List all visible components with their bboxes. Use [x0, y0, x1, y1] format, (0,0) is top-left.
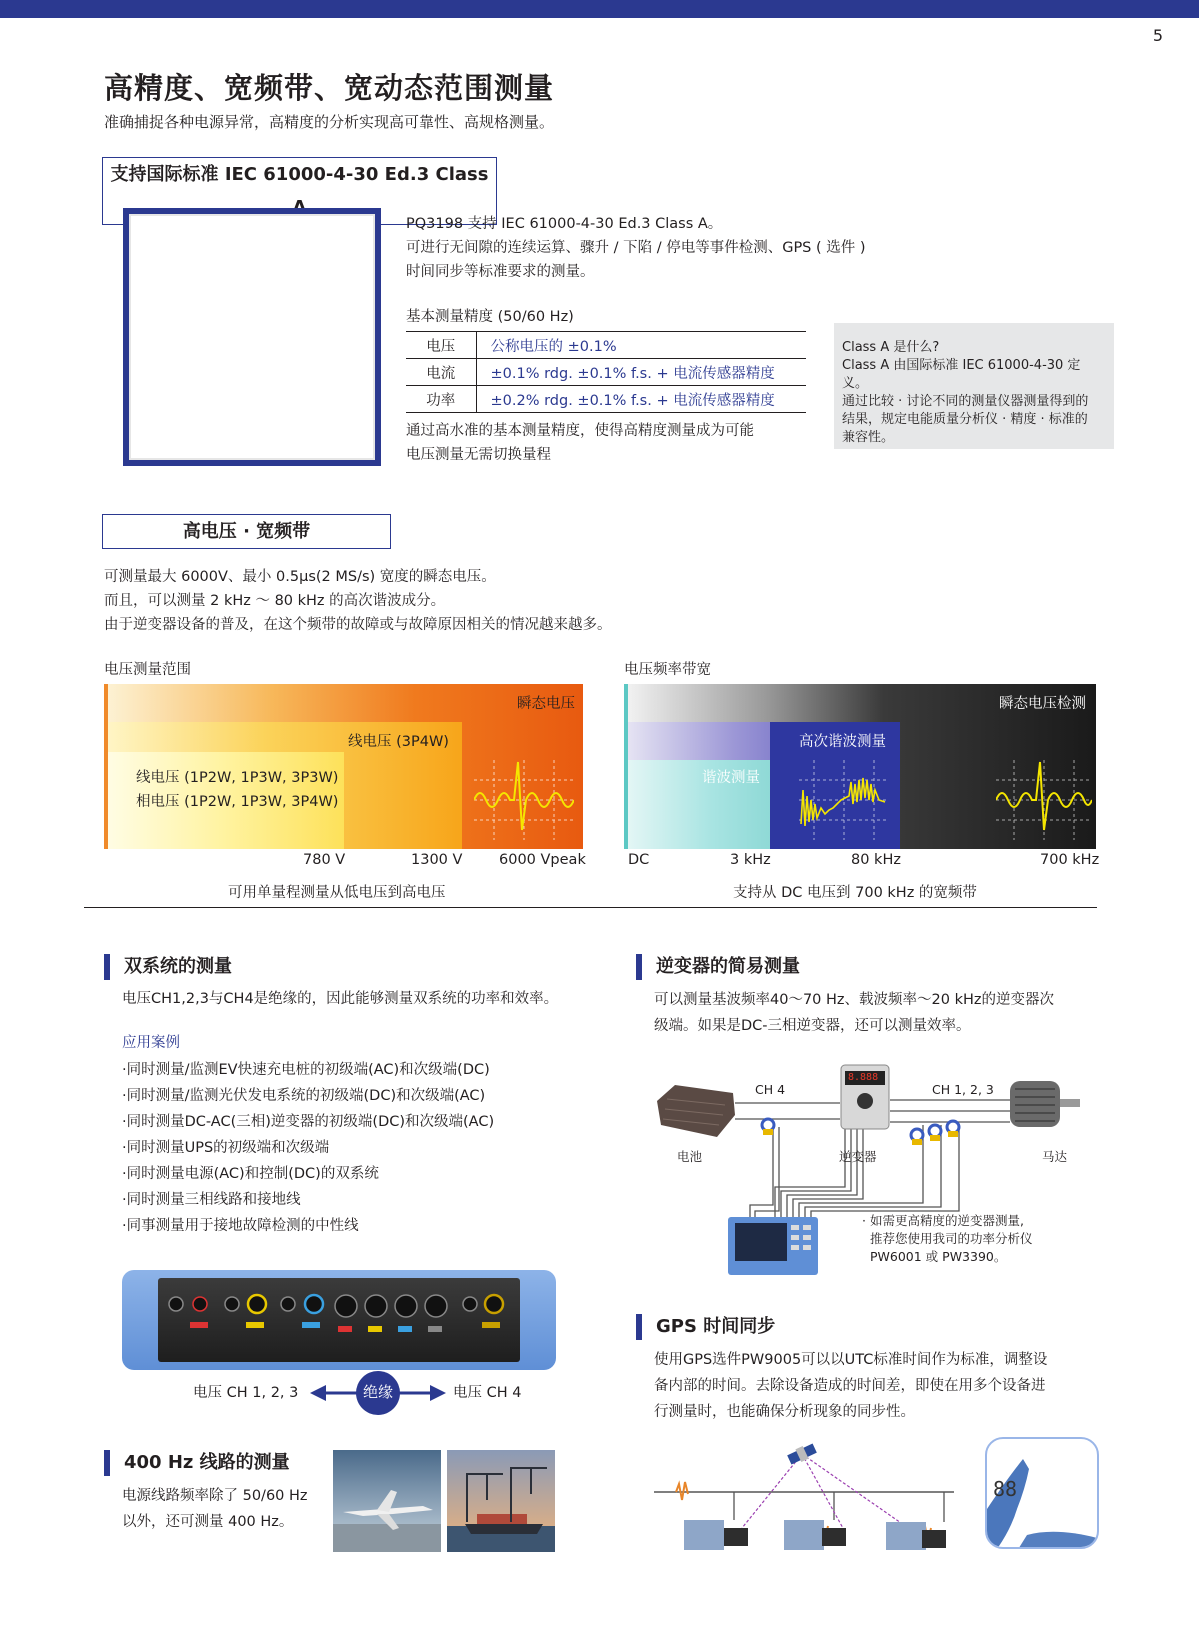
gps-desc-line: 备内部的时间。去除设备造成的时间差，即使在用多个设备进 [654, 1378, 1046, 1394]
gps-heading: GPS 时间同步 [636, 1314, 775, 1340]
band-phase-label: 相电压 (1P2W, 1P3W, 3P4W) [136, 794, 339, 810]
note-line: 通过高水准的基本测量精度，使得高精度测量成为可能 [406, 423, 754, 439]
note-line: 电压测量无需切换量程 [406, 447, 551, 463]
accuracy-value: 公称电压的 ±0.1% [476, 332, 806, 359]
case-list [122, 1057, 494, 1239]
accuracy-value: ±0.2% rdg. ±0.1% f.s. + 电流传感器精度 [476, 386, 806, 413]
hz400-heading: 400 Hz 线路的测量 [104, 1450, 290, 1476]
class-a-line: Class A 由国际标准 IEC 61000-4-30 定义。 [842, 358, 1081, 391]
band-harmonic-label: 谐波测量 [702, 770, 760, 786]
range-caption: 可用单量程测量从低电压到高电压 [228, 885, 446, 901]
list-item: ·同事测量用于接地故障检测的中性线 [122, 1218, 359, 1234]
iec-heading: 支持国际标准 IEC 61000-4-30 Ed.3 Class [102, 157, 497, 225]
case-title: 应用案例 [122, 1035, 180, 1051]
accuracy-note [406, 419, 754, 467]
dual-heading: 双系统的测量 [104, 954, 232, 980]
top-bar [0, 0, 1199, 18]
freq-tick: 700 kHz [1040, 852, 1100, 868]
band-transient-label: 瞬态电压 [517, 696, 575, 712]
inverter-heading: 逆变器的简易测量 [636, 954, 800, 980]
device-panel-illustration [122, 1270, 556, 1370]
inverter-note [862, 1212, 1033, 1266]
list-item: ·同时测量DC-AC(三相)逆变器的初级端(DC)和次级端(AC) [122, 1114, 495, 1130]
hz400-desc-line: 以外，还可测量 400 Hz。 [122, 1514, 294, 1530]
gps-description [654, 1347, 1047, 1425]
class-a-line: Class A 是什么? [842, 340, 940, 355]
hz400-desc-line: 电源线路频率除了 50/60 Hz [122, 1488, 308, 1504]
band-line-labels [136, 766, 338, 814]
accuracy-key: 电流 [406, 359, 476, 386]
iec-desc-line: PQ3198 支持 IEC 61000-4-30 Ed.3 Class A。 [406, 216, 723, 232]
hz400-description [122, 1483, 308, 1535]
class-a-line: 兼容性。 [842, 430, 895, 445]
range-tick: 6000 Vpeak [499, 852, 586, 868]
hv-description [104, 565, 612, 637]
ch4-label: CH 4 [755, 1082, 786, 1097]
inverter-label: 逆变器 [839, 1149, 877, 1164]
ch123-label: CH 1, 2, 3 [932, 1082, 994, 1097]
dual-description: 电压CH1,2,3与CH4是绝缘的，因此能够测量双系统的功率和效率。 [122, 991, 559, 1007]
transient-wave-icon [474, 760, 574, 840]
freq-caption: 支持从 DC 电压到 700 kHz 的宽频带 [733, 885, 977, 901]
range-tick: 1300 V [411, 852, 463, 868]
iec-desc-line: 时间同步等标准要求的测量。 [406, 264, 595, 280]
band-line-3p4w-label: 线电压 (3P4W) [348, 734, 449, 750]
accuracy-key: 功率 [406, 386, 476, 413]
page-subtitle: 准确捕捉各种电源异常，高精度的分析实现高可靠性、高规格测量。 [104, 113, 555, 131]
motor-label: 马达 [1042, 1149, 1068, 1164]
band-line-label: 线电压 (1P2W, 1P3W, 3P3W) [136, 770, 339, 786]
band-high-label: 高次谐波测量 [799, 734, 886, 750]
isolation-left-label: 电压 CH 1, 2, 3 [193, 1385, 299, 1401]
gps-desc-line: 使用GPS选件PW9005可以以UTC标准时间作为标准，调整设 [654, 1352, 1048, 1368]
list-item: ·同时测量UPS的初级端和次级端 [122, 1140, 330, 1156]
band-transient-detect-label: 瞬态电压检测 [999, 696, 1086, 712]
hv-desc-line: 而且，可以测量 2 kHz ～ 80 kHz 的高次谐波成分。 [104, 593, 446, 609]
terminal-jacks-icon [162, 1284, 518, 1354]
table-row [406, 332, 806, 359]
accuracy-table [406, 331, 806, 413]
inverter-note-line: 推荐您使用我司的功率分析仪 [870, 1231, 1033, 1246]
class-a-box [834, 323, 1114, 449]
iec-desc-line: 可进行无间隙的连续运算、骤升 / 下陷 / 停电等事件检测、GPS ( 选件 ) [406, 240, 866, 256]
freq-tick: DC [628, 852, 650, 868]
inverter-note-line: · 如需更高精度的逆变器测量, [862, 1213, 1024, 1228]
gps-desc-line: 行测量时，也能确保分析现象的同步性。 [654, 1404, 915, 1420]
class-a-line: 通过比较 · 讨论不同的测量仪器测量得到的 [842, 394, 1089, 409]
page-title: 高精度、宽频带、宽动态范围测量 [104, 71, 555, 105]
accuracy-title: 基本测量精度 (50/60 Hz) [406, 309, 574, 325]
range-chart [104, 684, 583, 849]
hv-desc-line: 可测量最大 6000V、最小 0.5μs(2 MS/s) 宽度的瞬态电压。 [104, 569, 496, 585]
table-row [406, 359, 806, 386]
inverter-display-readout: 8.888 [848, 1072, 879, 1083]
port-ship-photo [447, 1450, 555, 1552]
harmonic-wave-icon [799, 760, 889, 840]
product-photo-frame [123, 208, 381, 466]
section-divider [84, 907, 1097, 908]
gps-clock-digits: 88 [993, 1477, 1018, 1501]
inverter-note-line: PW6001 或 PW3390。 [870, 1249, 1007, 1264]
freq-axis-edge [624, 684, 628, 849]
freq-tick: 3 kHz [730, 852, 771, 868]
transient-detect-wave-icon [996, 760, 1092, 840]
list-item: ·同时测量电源(AC)和控制(DC)的双系统 [122, 1166, 379, 1182]
accuracy-key: 电压 [406, 332, 476, 359]
isolation-right-label: 电压 CH 4 [453, 1385, 522, 1401]
range-axis-edge [104, 684, 108, 849]
airplane-photo [333, 1450, 441, 1552]
iec-description [406, 212, 866, 284]
list-item: ·同时测量/监测EV快速充电桩的初级端(AC)和次级端(DC) [122, 1062, 490, 1078]
battery-label: 电池 [677, 1149, 703, 1164]
table-row [406, 386, 806, 413]
isolation-center-label: 绝缘 [362, 1383, 393, 1401]
list-item: ·同时测量/监测光伏发电系统的初级端(DC)和次级端(AC) [122, 1088, 486, 1104]
accuracy-value: ±0.1% rdg. ±0.1% f.s. + 电流传感器精度 [476, 359, 806, 386]
class-a-line: 结果，规定电能质量分析仪 · 精度 · 标准的 [842, 412, 1088, 427]
inverter-desc-line: 级端。如果是DC-三相逆变器，还可以测量效率。 [654, 1018, 971, 1034]
list-item: ·同时测量三相线路和接地线 [122, 1192, 301, 1208]
freq-chart-label: 电压频率带宽 [624, 662, 711, 678]
freq-chart [624, 684, 1096, 849]
inverter-desc-line: 可以测量基波频率40～70 Hz、载波频率～20 kHz的逆变器次 [654, 992, 1054, 1008]
gps-sync-diagram [654, 1442, 954, 1552]
range-tick: 780 V [303, 852, 346, 868]
gps-clock-graphic [985, 1437, 1099, 1549]
page-number: 5 [1152, 26, 1163, 45]
hv-desc-line: 由于逆变器设备的普及，在这个频带的故障或与故障原因相关的情况越来越多。 [104, 617, 612, 633]
inverter-description [654, 987, 1054, 1039]
hv-heading: 高电压 · 宽频带 [102, 514, 391, 549]
freq-tick: 80 kHz [851, 852, 901, 868]
range-chart-label: 电压测量范围 [104, 662, 191, 678]
